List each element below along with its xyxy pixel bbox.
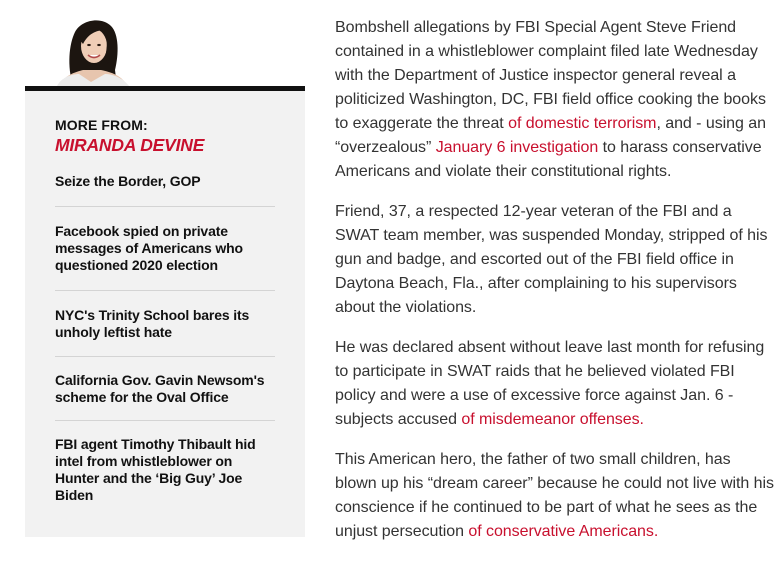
story-link[interactable]: Seize the Border, GOP xyxy=(55,173,201,189)
january-6-investigation-link[interactable]: January 6 investigation xyxy=(435,139,599,156)
story-list xyxy=(55,173,275,504)
story-item xyxy=(55,173,275,207)
story-link[interactable]: Facebook spied on private messages of Americans who questioned 2020 election xyxy=(55,223,243,273)
story-link[interactable]: NYC's Trinity School bares its unholy leftist hate xyxy=(55,307,250,340)
story-item xyxy=(55,291,275,357)
author-name-link[interactable]: MIRANDA DEVINE xyxy=(55,135,205,155)
paragraph-text: Bombshell allegations by FBI Special Agent Steve Friend contained in a whistleblower complaint filed late Wednesday with the Department of Justice inspector general reveal a politicized Washington, DC, FBI field office cooking the books to exaggerate the threat xyxy=(335,19,766,132)
more-from-panel xyxy=(25,91,305,537)
article-body xyxy=(335,16,775,560)
paragraph-text: This American hero, the father of two small children, has blown up his “dream career” because he could not live with his conscience if he continued to be part of what he sees as the unjust persecution xyxy=(335,451,774,540)
article-paragraph xyxy=(335,16,775,184)
article-paragraph: Friend, 37, a respected 12-year veteran of the FBI and a SWAT team member, was suspended Monday, stripped of his gun and badge, and escorted out of the FBI field office in Daytona Beach, Fla., after complaining to his supervisors about the violations. xyxy=(335,203,768,316)
story-item xyxy=(55,357,275,421)
paragraph-text: to harass conservative Americans and violate their constitutional rights. xyxy=(335,139,762,180)
domestic-terrorism-link[interactable]: of domestic terrorism xyxy=(508,115,657,132)
article-paragraph xyxy=(335,336,775,432)
more-from-label: MORE FROM: xyxy=(55,117,148,133)
author-avatar[interactable] xyxy=(53,14,131,86)
paragraph-text: He was declared absent without leave last month for refusing to participate in SWAT raids that he believed violated FBI policy and were a use of excessive force against Jan. 6 - subjects accused xyxy=(335,339,765,428)
story-item xyxy=(55,207,275,291)
conservative-americans-link[interactable]: of conservative Americans. xyxy=(468,523,659,540)
story-item xyxy=(55,421,275,504)
misdemeanor-offenses-link[interactable]: of misdemeanor offenses. xyxy=(461,411,644,428)
article-paragraph xyxy=(335,448,775,544)
paragraph-text: , and - using an “overzealous” xyxy=(335,115,766,156)
more-from-sidebar xyxy=(25,0,305,537)
story-link[interactable]: California Gov. Gavin Newsom's scheme for the Oval Office xyxy=(55,372,265,405)
story-link[interactable]: FBI agent Timothy Thibault hid intel from whistleblower on Hunter and the ‘Big Guy’ Joe Biden xyxy=(55,436,256,503)
